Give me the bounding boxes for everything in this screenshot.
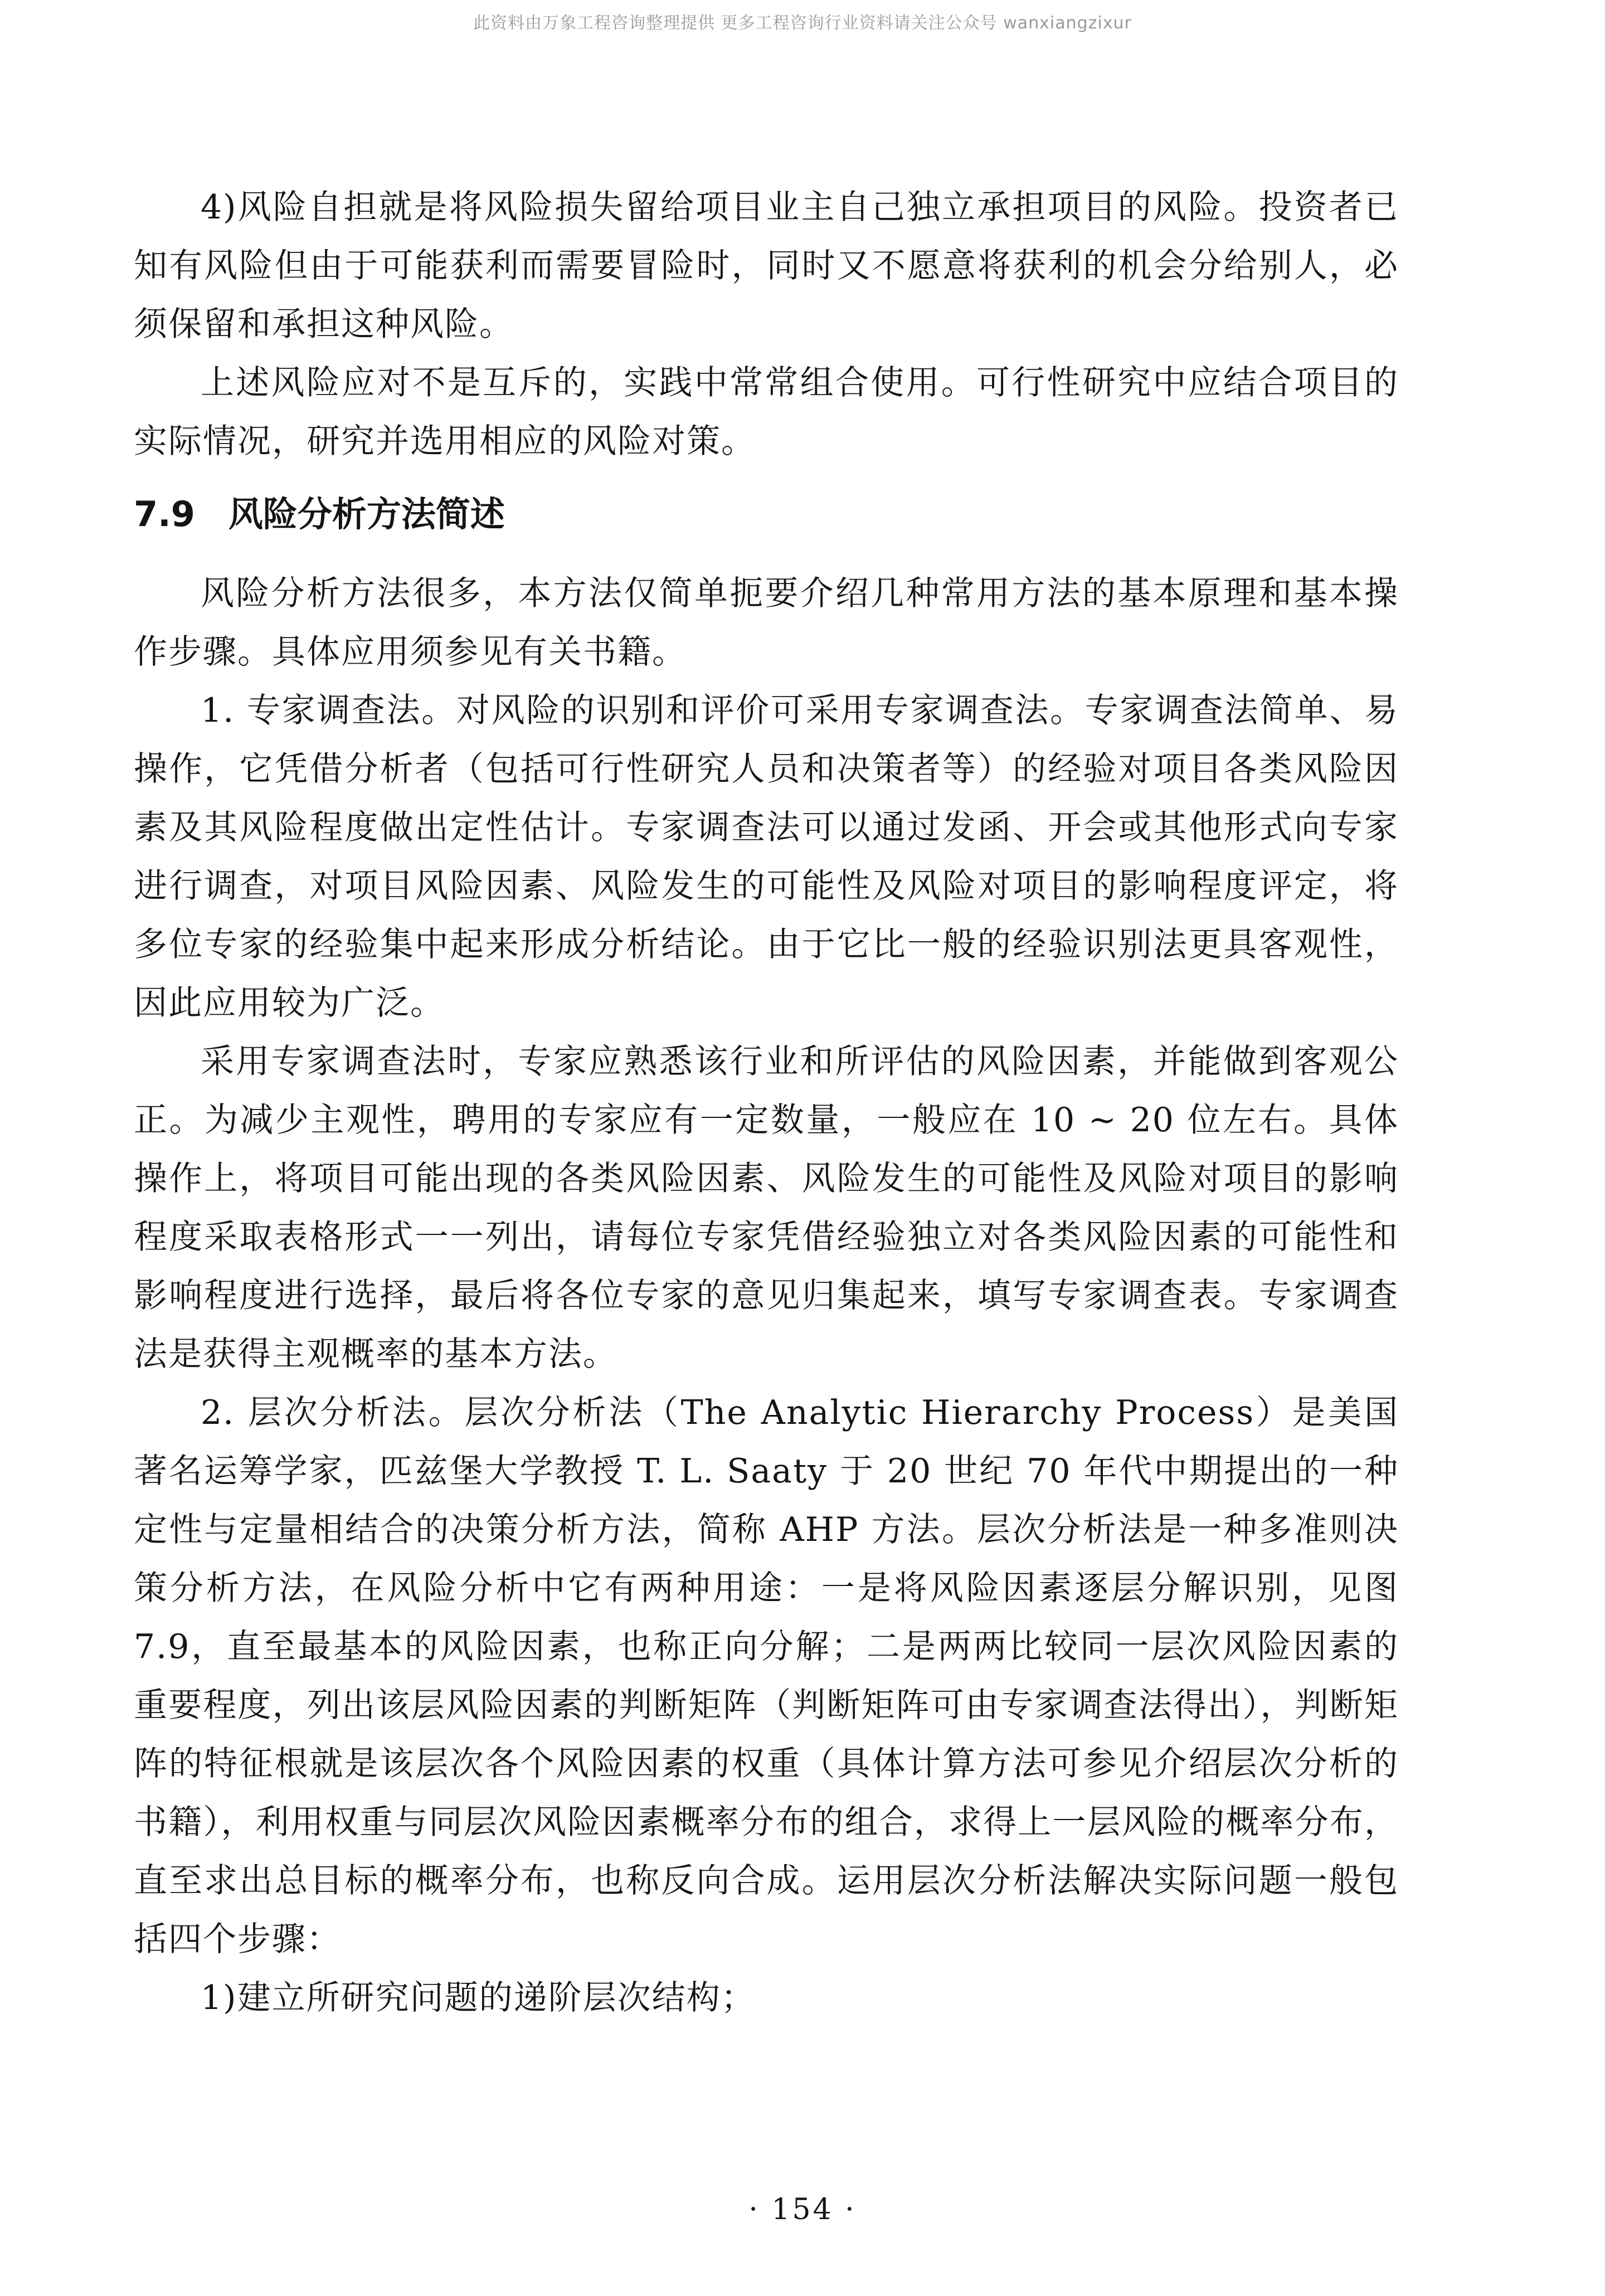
section-heading [134, 487, 1399, 542]
paragraph-expert-survey: 1. 专家调查法。对风险的识别和评价可采用专家调查法。专家调查法简单、易操作，它凭借分析者（包括可行性研究人员和决策者等）的经验对项目各类风险因素及其风险程度做出定性估计。专家调查法可以通过发函、开会或其他形式向专家进行调查，对项目风险因素、风险发生的可能性及风险对项目的影响程度评定，将多位专家的经验集中起来形成分析结论。由于它比一般的经验识别法更具客观性，因此应用较为广泛。 [134, 691, 1399, 1023]
paragraph-risk-retention: 4)风险自担就是将风险损失留给项目业主自己独立承担项目的风险。投资者已知有风险但由于可能获利而需要冒险时，同时又不愿意将获利的机会分给别人，必须保留和承担这种风险。 [134, 188, 1399, 344]
section-number: 7.9 [134, 494, 195, 534]
page-number: · 154 · [748, 2193, 857, 2226]
paragraph-methods-intro: 风险分析方法很多，本方法仅简单扼要介绍几种常用方法的基本原理和基本操作步骤。具体应用须参见有关书籍。 [134, 574, 1399, 672]
watermark-text: 此资料由万象工程咨询整理提供 更多工程咨询行业资料请关注公众号 wanxiangzixur [473, 13, 1132, 33]
paragraph-ahp: 2. 层次分析法。层次分析法（The Analytic Hierarchy Process）是美国著名运筹学家，匹兹堡大学教授 T. L. Saaty 于 20 世纪 70 年代中期提出的一种定性与定量相结合的决策分析方法，简称 AHP 方法。层次分析法是一种多准则决策分析方法，在风险分析中它有两种用途：一是将风险因素逐层分解识别，见图 7.9，直至最基本的风险因素，也称正向分解；二是两两比较同一层次风险因素的重要程度，列出该层风险因素的判断矩阵（判断矩阵可由专家调查法得出），判断矩阵的特征根就是该层次各个风险因素的权重（具体计算方法可参见介绍层次分析的书籍），利用权重与同层次风险因素概率分布的组合，求得上一层风险的概率分布，直至求出总目标的概率分布，也称反向合成。运用层次分析法解决实际问题一般包括四个步骤： [134, 1393, 1399, 1959]
paragraph-ahp-step-1: 1)建立所研究问题的递阶层次结构； [201, 1978, 756, 2017]
page-body [134, 178, 1399, 2027]
paragraph-expert-survey-usage: 采用专家调查法时，专家应熟悉该行业和所评估的风险因素，并能做到客观公正。为减少主观性，聘用的专家应有一定数量，一般应在 10 ~ 20 位左右。具体操作上，将项目可能出现的各类风险因素、风险发生的可能性及风险对项目的影响程度采取表格形式一一列出，请每位专家凭借经验独立对各类风险因素的可能性和影响程度进行选择，最后将各位专家的意见归集起来，填写专家调查表。专家调查法是获得主观概率的基本方法。 [134, 1042, 1399, 1374]
paragraph-risk-response-summary: 上述风险应对不是互斥的，实践中常常组合使用。可行性研究中应结合项目的实际情况，研究并选用相应的风险对策。 [134, 363, 1399, 461]
section-title: 风险分析方法简述 [228, 494, 505, 534]
